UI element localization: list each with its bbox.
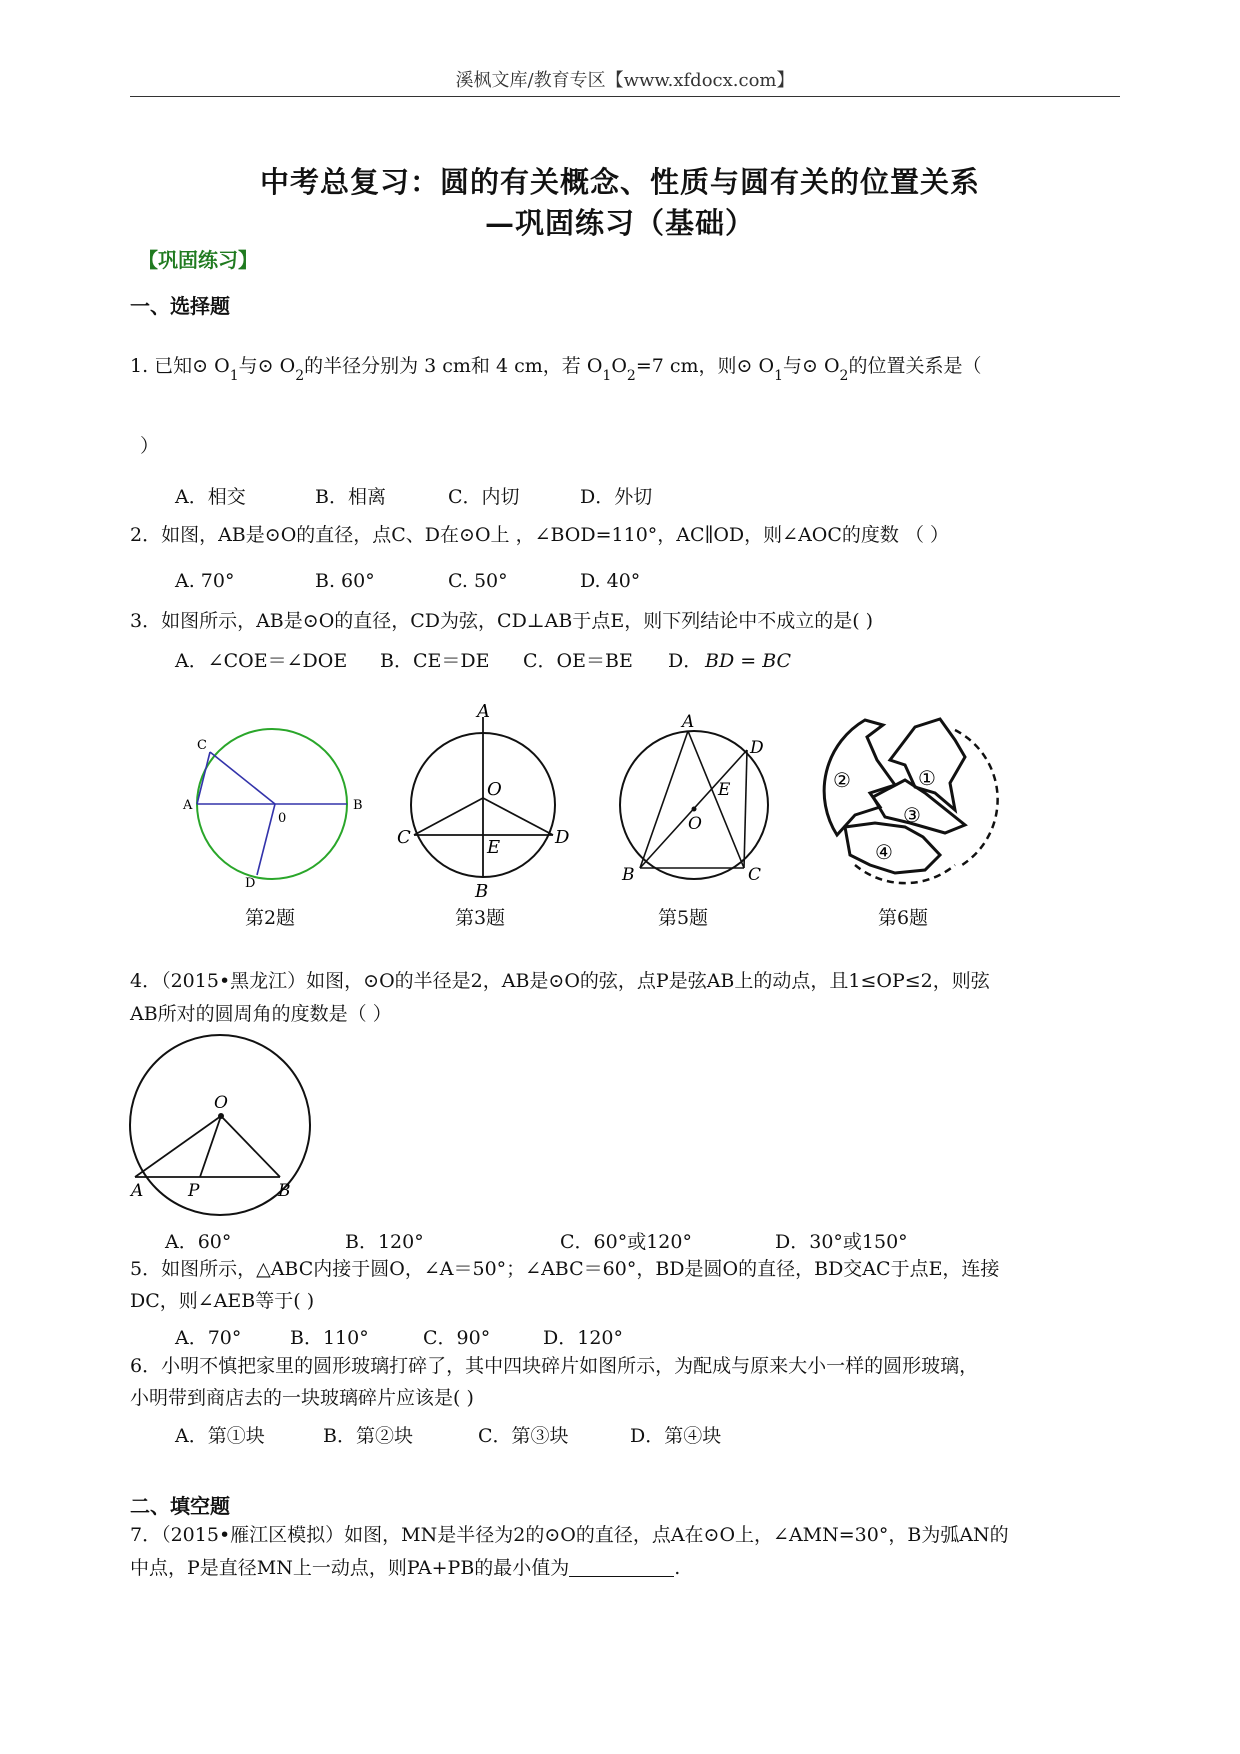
- q3-option-c: C．OE＝BE: [523, 650, 633, 672]
- q3-option-d: D．: [668, 650, 703, 672]
- q3-option-a: A．∠COE＝∠DOE: [175, 650, 348, 672]
- q5-line-1: 5．如图所示，△ABC内接于圆O，∠A＝50°；∠ABC＝60°，BD是圆O的直径，BD交AC于点E，连接: [130, 1258, 1000, 1280]
- title-line-2: —巩固练习（基础）: [484, 206, 755, 240]
- label-o: O: [487, 779, 502, 800]
- label-a: A: [682, 712, 695, 732]
- figure-q6: [805, 705, 1005, 885]
- o2-symbol: $O_2$: [279, 355, 305, 384]
- label-a: A: [183, 798, 193, 813]
- q6-option-a: A．第①块: [175, 1425, 265, 1447]
- label-d: D: [245, 876, 256, 891]
- label-b: B: [278, 1181, 291, 1201]
- label-p: P: [188, 1181, 200, 1201]
- q4-option-d: D．30°或150°: [775, 1231, 908, 1253]
- q4-line-1: 4．（2015•黑龙江）如图，⊙O的半径是2，AB是⊙O的弦，点P是弦AB上的动点，且1≤OP≤2，则弦: [130, 970, 990, 992]
- part2-heading: 二、填空题: [130, 1494, 230, 1518]
- label-e: E: [487, 837, 501, 858]
- label-d: D: [555, 827, 570, 848]
- o1-symbol: $O_1$: [758, 355, 783, 384]
- q1-close: ）: [140, 435, 160, 457]
- part1-heading: 一、选择题: [130, 294, 230, 318]
- answer-blank[interactable]: [569, 1558, 674, 1577]
- q4-option-b: B．120°: [345, 1231, 424, 1253]
- o2-symbol: $O_2$: [823, 355, 849, 384]
- q6-option-d: D．第④块: [630, 1425, 722, 1447]
- piece-3-label: ③: [903, 803, 921, 827]
- q1-text: 1. 已知⊙ $O_1$与⊙ $O_2$的半径分别为 3 cm和 4 cm，若 $O_1O_2=7$ cm，则⊙ $O_1$与⊙ $O_2$的位置关系是（: [130, 355, 982, 384]
- q7-line-1: 7．（2015•雁江区模拟）如图，MN是半径为2的⊙O的直径，点A在⊙O上，∠AMN=30°，B为弧AN的: [130, 1524, 1009, 1546]
- label-c: C: [397, 827, 411, 848]
- label-b: B: [353, 798, 363, 813]
- label-c: C: [748, 865, 762, 885]
- q1-option-a: A．相交: [175, 486, 246, 508]
- section-label: 【巩固练习】: [138, 248, 258, 272]
- label-b: B: [475, 881, 489, 902]
- title-line-1: 中考总复习：圆的有关概念、性质与圆有关的位置关系: [259, 165, 980, 199]
- label-a: A: [477, 701, 490, 722]
- q4-line-2: AB所对的圆周角的度数是（ ）: [130, 1003, 392, 1025]
- label-o: 0: [278, 811, 287, 826]
- q4-option-a: A．60°: [165, 1231, 232, 1253]
- q3-arc-equation: BD = BC: [705, 650, 792, 672]
- q5-option-a: A．70°: [175, 1327, 242, 1349]
- q5-option-b: B．110°: [290, 1327, 369, 1349]
- fig3-caption: 第3题: [454, 907, 506, 929]
- q2-text: 2．如图，AB是⊙O的直径，点C、D在⊙O上 ，∠BOD=110°，AC∥OD，则∠AOC的度数 （ ）: [130, 524, 949, 546]
- piece-4-label: ④: [875, 840, 893, 864]
- q5-option-d: D．120°: [543, 1327, 623, 1349]
- q2-option-b: B. 60°: [315, 570, 375, 592]
- label-o: O: [688, 814, 702, 834]
- label-o: O: [214, 1093, 228, 1113]
- q2-option-a: A. 70°: [175, 570, 235, 592]
- o1-symbol: $O_1$: [214, 355, 239, 384]
- q5-line-2: DC，则∠AEB等于( ): [130, 1290, 315, 1312]
- q4-option-c: C．60°或120°: [560, 1231, 692, 1253]
- piece-1-label: ②: [833, 768, 851, 792]
- q2-option-c: C. 50°: [448, 570, 508, 592]
- fig2-caption: 第2题: [244, 907, 296, 929]
- page-header: 溪枫文库/教育专区【www.xfdocx.com】: [130, 66, 1120, 97]
- figure-q5: [600, 710, 790, 890]
- label-d: D: [750, 738, 764, 758]
- label-a: A: [131, 1181, 144, 1201]
- q2-option-d: D. 40°: [580, 570, 641, 592]
- label-b: B: [622, 865, 635, 885]
- q5-option-c: C．90°: [423, 1327, 491, 1349]
- q6-line-2: 小明带到商店去的一块玻璃碎片应该是( ): [130, 1387, 474, 1409]
- figure-q4: [118, 1040, 328, 1215]
- q1-option-d: D．外切: [580, 486, 653, 508]
- fig6-caption: 第6题: [877, 907, 929, 929]
- fig5-caption: 第5题: [657, 907, 709, 929]
- q3-option-b: B．CE＝DE: [380, 650, 490, 672]
- q6-line-1: 6．小明不慎把家里的圆形玻璃打碎了，其中四块碎片如图所示，为配成与原来大小一样的圆形玻璃，: [130, 1355, 979, 1377]
- q7-line-2: 中点，P是直径MN上一动点，则PA+PB的最小值为 .: [130, 1557, 681, 1579]
- label-c: C: [197, 738, 207, 753]
- q6-option-c: C．第③块: [478, 1425, 569, 1447]
- figure-q2: [183, 725, 375, 891]
- piece-2-label: ①: [918, 766, 936, 790]
- q1-option-c: C．内切: [448, 486, 520, 508]
- q3-text: 3．如图所示，AB是⊙O的直径，CD为弦，CD⊥AB于点E，则下列结论中不成立的是( ): [130, 610, 874, 632]
- q1-option-b: B．相离: [315, 486, 386, 508]
- label-e: E: [718, 780, 731, 800]
- o1o2-symbol: $O_1O_2$: [586, 355, 636, 384]
- q6-option-b: B．第②块: [323, 1425, 413, 1447]
- figure-q3: [395, 701, 585, 902]
